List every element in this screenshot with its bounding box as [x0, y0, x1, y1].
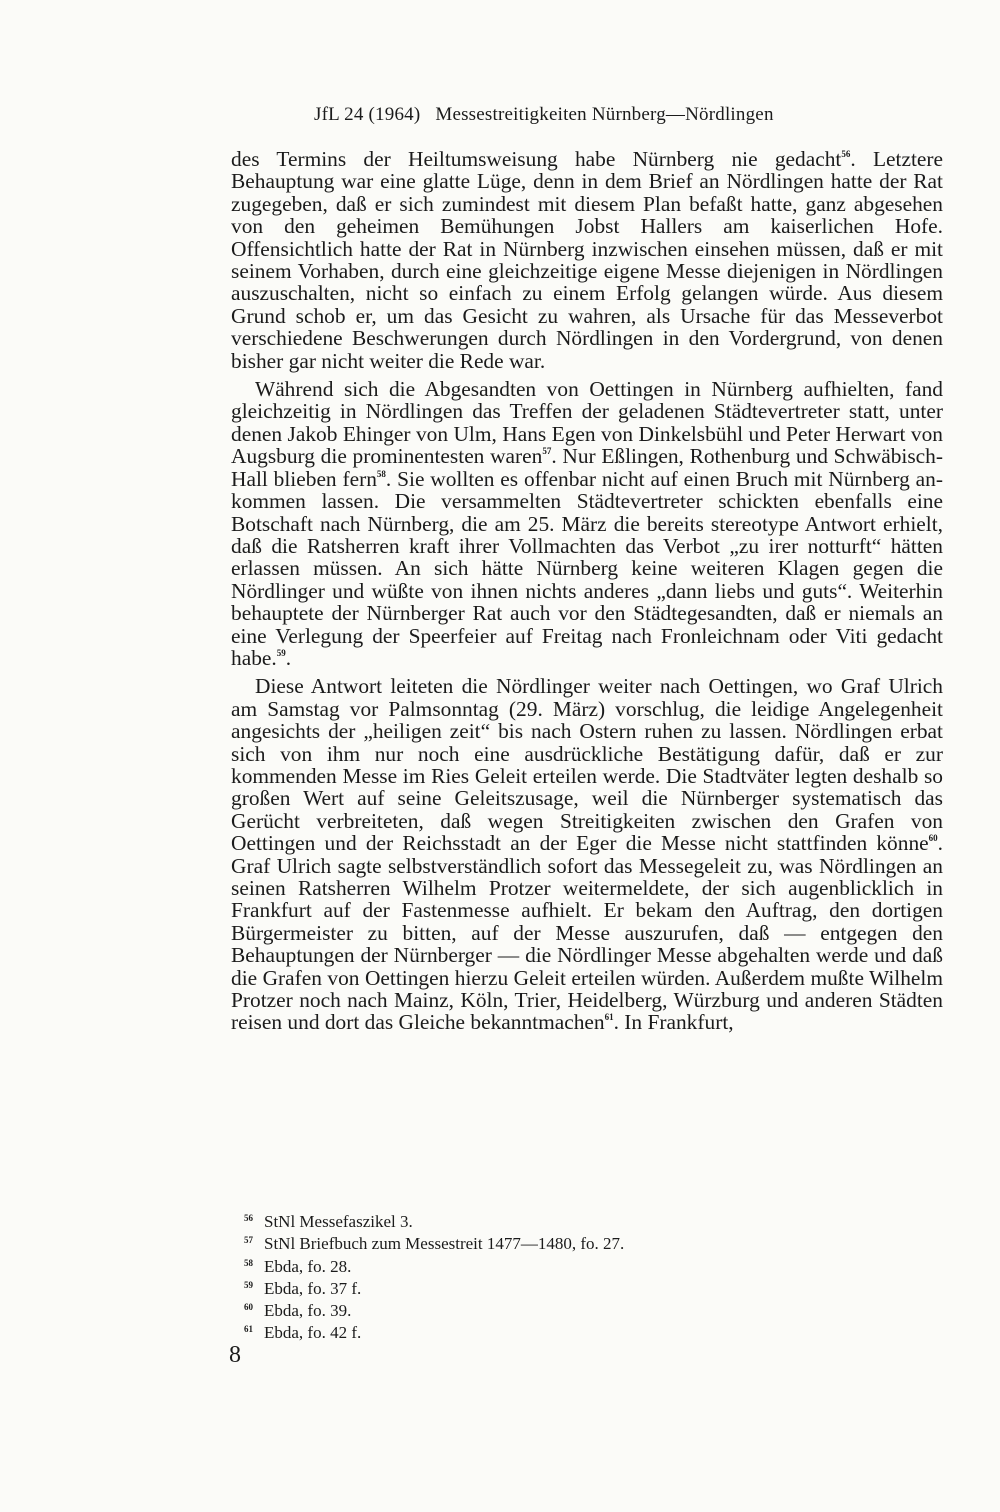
- footnote-60: [244, 1298, 624, 1320]
- text-run: Während sich die Abgesandten von Oettingen in Nürnberg aufhielten, fand gleichzeitig in Nördlingen das Treffen der geladenen Städtevertreter statt, unter denen Jakob Ehinger von Ulm, Hans Egen von Dinkelsbühl und Peter Herwart von Augsburg die prominentesten waren: [231, 377, 943, 469]
- footnote-56: [244, 1209, 624, 1231]
- text-run: .: [285, 645, 292, 670]
- text-run: des Termins der Heiltumsweisung habe Nürnberg nie gedacht: [231, 147, 842, 171]
- footnote-number: 58: [244, 1257, 253, 1268]
- footnote-marker: 57: [542, 446, 552, 457]
- paragraph-1: [231, 148, 943, 372]
- text-run: Diese Antwort leiteten die Nördlinger weiter nach Oettingen, wo Graf Ulrich am Samstag vor Palmsonntag (29. März) vorschlug, die leidige Angelegenheit angesichts der „heiligen zeit“ bis nach Ostern ruhen zu lassen. Nördlingen erbat sich von ihm nur noch eine ausdrückliche Bestätigung dafür, daß er zur kommenden Messe im Ries Geleit erteilen werde. Die Stadtväter legten deshalb so großen Wert auf seine Geleitszusage, weil die Nürnberger systematisch das Gerücht verbreiteten, daß wegen Streitigkeiten zwischen den Grafen von Oettingen und der Reichsstadt an der Eger die Messe nicht stattfinden könne: [231, 674, 943, 856]
- footnote-marker: 58: [376, 468, 386, 479]
- footnote-text: Ebda, fo. 37 f.: [264, 1278, 362, 1298]
- footnote-61: [244, 1320, 624, 1342]
- footnote-59: [244, 1276, 624, 1298]
- text-run: . In Frankfurt,: [613, 1010, 734, 1035]
- journal-reference: JfL 24 (1964): [314, 104, 421, 125]
- footnote-text: Ebda, fo. 42 f.: [264, 1323, 362, 1343]
- body-text: [231, 148, 943, 1034]
- footnote-number: 60: [244, 1302, 253, 1313]
- paragraph-3: [231, 675, 943, 1034]
- text-run: . Nur Eßlingen, Rothenburg und Schwäbisch-Hall blieben fern: [231, 444, 943, 491]
- article-title: Messestreitigkeiten Nürnberg—Nördlingen: [435, 104, 774, 125]
- footnote-marker: 59: [276, 647, 286, 658]
- text-run: . Sie wollten es offenbar nicht auf einen Bruch mit Nürnberg ankommen lassen. Die versammelten Städtevertreter schickten ebenfalls eine Botschaft nach Nürnberg, die am 25. März die bereits stereotype Antwort erhielt, daß die Ratsherren kraft ihrer Vollmachten das Verbot „zu irer notturft“ hätten erlassen müssen. An sich hätte Nürnberg keine weiteren Klagen gegen die Nördlinger und wüßte von ihnen nichts anderes „dann liebs und guts“. Weiterhin behauptete der Nürnberger Rat auch vor den Städtegesandten, daß er niemals an eine Verlegung der Speerfeier auf Freitag nach Fronleichnam oder Viti gedacht habe.: [231, 466, 944, 670]
- footnote-text: StNl Messefaszikel 3.: [264, 1212, 413, 1231]
- footnote-number: 61: [244, 1324, 253, 1335]
- footnotes: [244, 1209, 624, 1343]
- footnote-number: 57: [244, 1235, 253, 1246]
- paragraph-2: [231, 378, 943, 669]
- footnote-marker: 60: [928, 833, 938, 844]
- footnote-text: StNl Briefbuch zum Messestreit 1477—1480, fo. 27.: [264, 1234, 625, 1254]
- footnote-number: 59: [244, 1279, 253, 1290]
- footnote-58: [244, 1254, 624, 1276]
- footnote-text: Ebda, fo. 28.: [264, 1256, 352, 1276]
- text-run: . Letztere Behauptung war eine glatte Lüge, denn in dem Brief an Nördlingen hatte der Rat zugegeben, daß er sich zumindest mit diesem Plan befaßt hatte, ganz abgesehen von den geheimen Bemühungen Jobst Hallers am kaiserlichen Hofe. Offensichtlich hatte der Rat in Nürnberg inzwischen einsehen müssen, daß er mit seinem Vorhaben, durch eine gleichzeitige eigene Messe diejenigen in Nördlingen auszuschalten, nicht so einfach zu einem Erfolg gelangen würde. Aus diesem Grund schob er, um das Gesicht zu wahren, als Ursache für das Messeverbot verschiedene Beschwerungen durch Nördlingen in den Vordergrund, von denen bisher gar nicht weiter die Rede war.: [231, 147, 943, 373]
- text-run: . Graf Ulrich sagte selbstverständlich sofort das Messegeleit zu, was Nördlingen an seinen Ratsherren Wilhelm Protzer weitermeldete, der sich augenblicklich in Frankfurt auf der Fastenmesse aufhielt. Er bekam den Auftrag, den dortigen Bürgermeister zu bitten, auf der Messe auszurufen, daß — entgegen den Behauptungen der Nürnberger — die Nördlinger Messe abgehalten werde und daß die Grafen von Oettingen hierzu Geleit erteilen würden. Außerdem mußte Wilhelm Protzer noch nach Mainz, Köln, Trier, Heidelberg, Würzburg und anderen Städten reisen und dort das Gleiche bekanntmachen: [231, 831, 943, 1035]
- footnote-number: 56: [244, 1213, 253, 1223]
- page-number: 8: [229, 1342, 241, 1368]
- footnote-marker: 56: [841, 149, 851, 159]
- running-head: [314, 104, 774, 126]
- footnote-57: [244, 1231, 624, 1253]
- footnote-marker: 61: [604, 1012, 614, 1023]
- footnote-text: Ebda, fo. 39.: [264, 1301, 352, 1321]
